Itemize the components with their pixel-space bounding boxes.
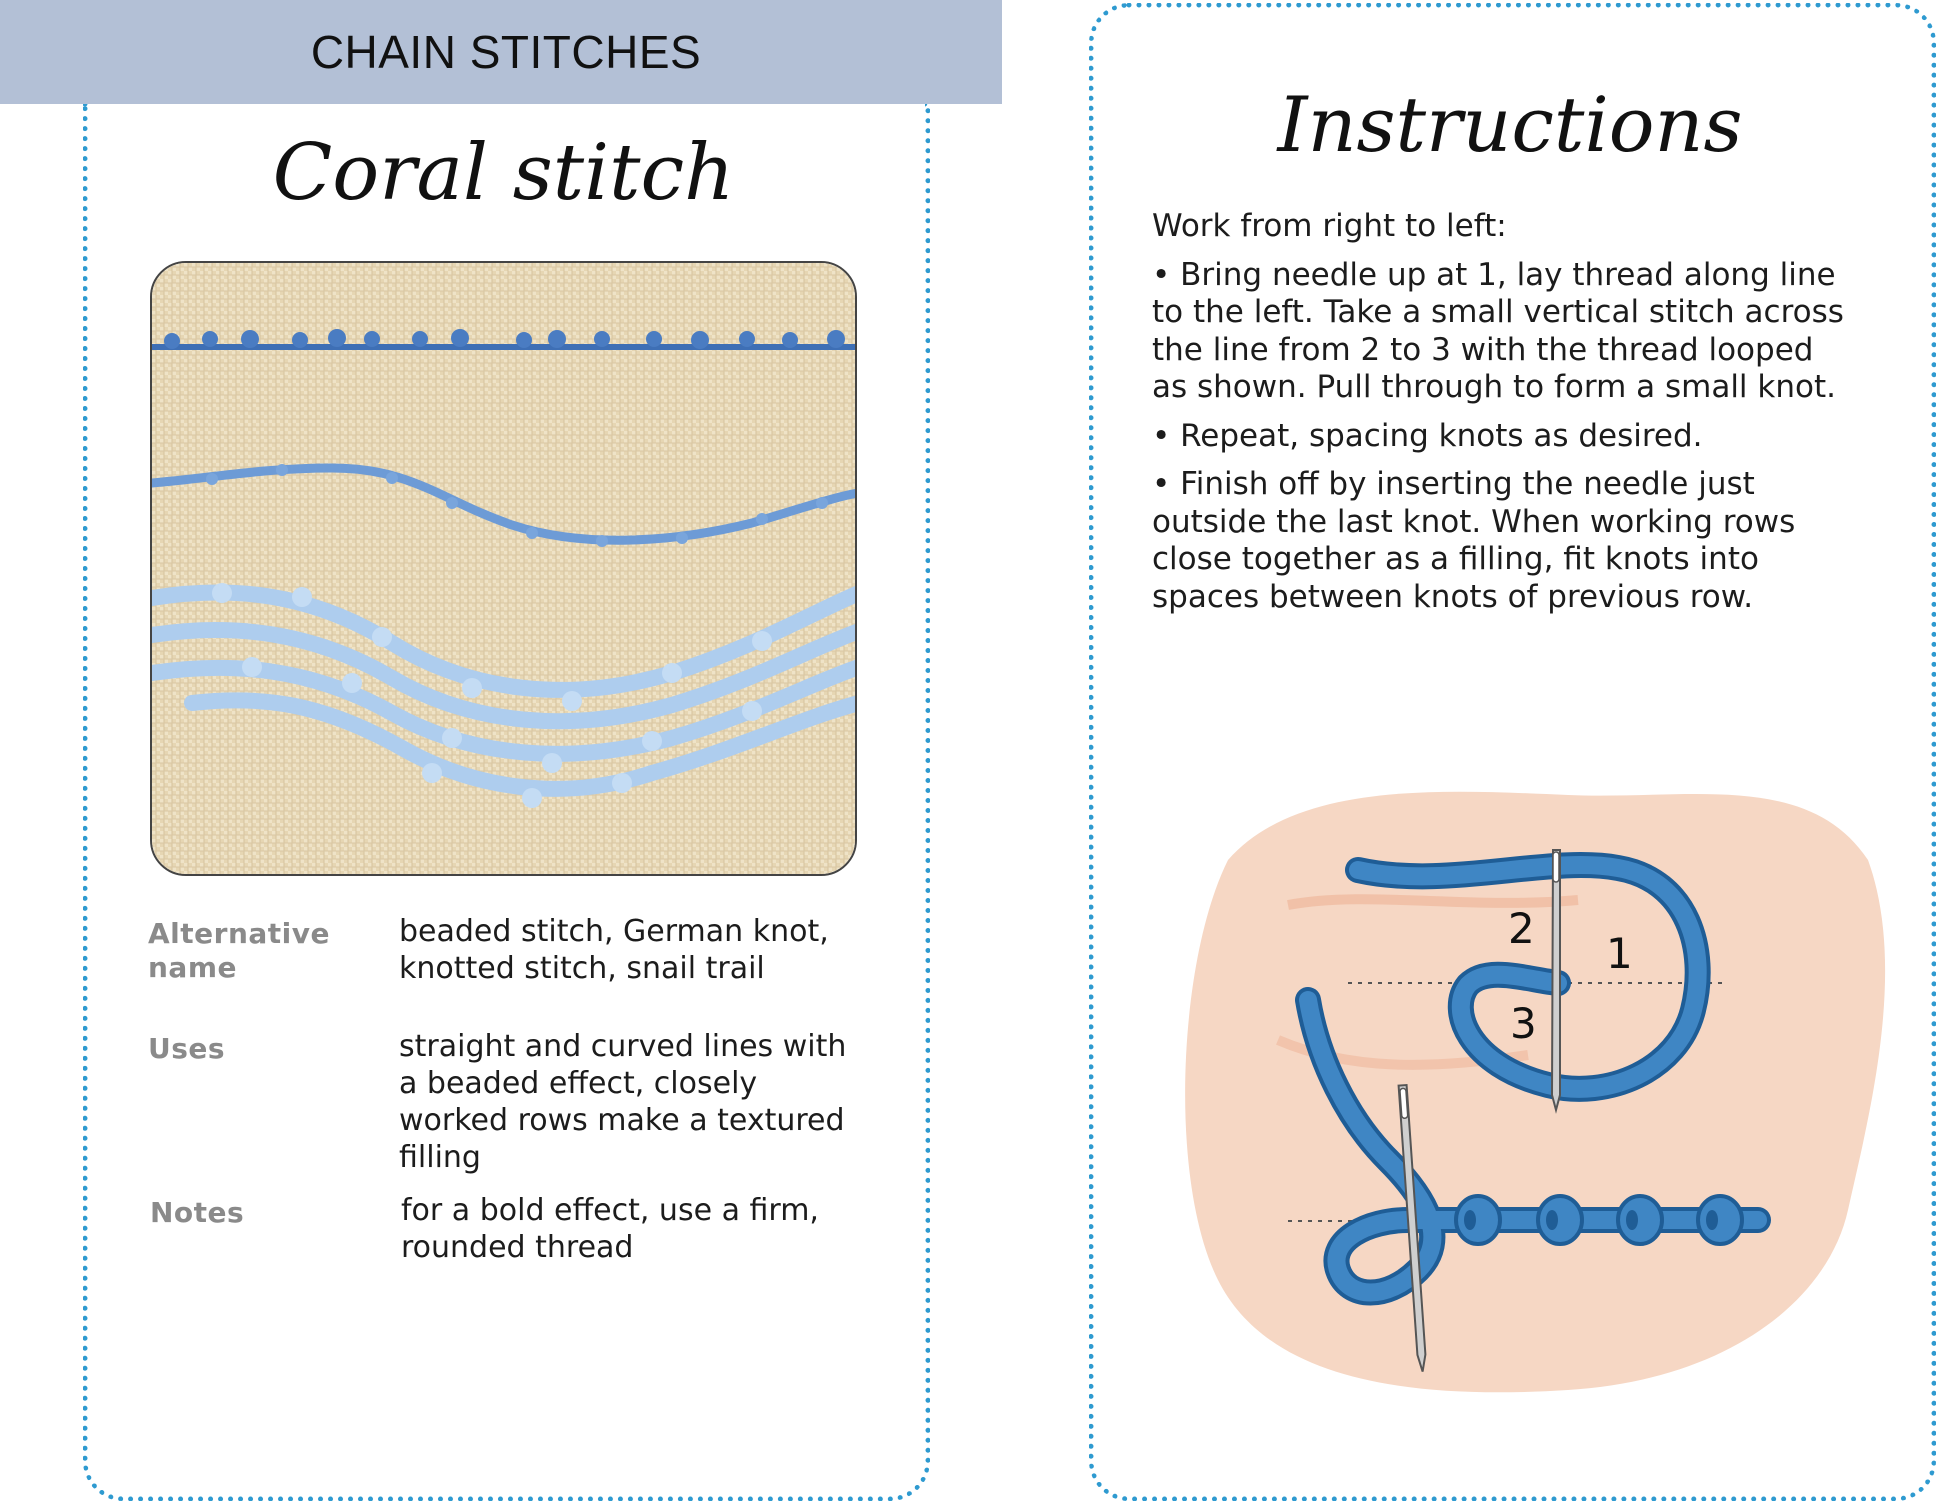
section-title: CHAIN STITCHES [310, 26, 702, 78]
instruction-step: • Finish off by inserting the needle just outside the last knot. When working rows close together as a filling, fit knots into spaces between knots of previous row. [1152, 466, 1796, 615]
diagram-label-3: 3 [1510, 999, 1537, 1048]
instructions-title: Instructions [1277, 80, 1743, 169]
stitch-diagram [1148, 740, 1888, 1420]
uses-label: Uses [148, 1032, 226, 1065]
stitch-sample-photo [150, 261, 857, 876]
alternative-name-value: beaded stitch, German knot, knotted stitch, snail trail [399, 914, 829, 986]
section-header [0, 0, 1002, 104]
coral-stitch-illustration [1148, 740, 1888, 1420]
alternative-name-label: Alternative name [148, 917, 331, 984]
instructions-intro: Work from right to left: [1152, 208, 1507, 244]
notes-label: Notes [150, 1196, 245, 1229]
diagram-label-1: 1 [1606, 929, 1633, 978]
uses-value: straight and curved lines with a beaded effect, closely worked rows make a textured filling [399, 1029, 847, 1175]
instruction-step: • Repeat, spacing knots as desired. [1152, 417, 1703, 454]
embroidery-sample-image [152, 263, 857, 876]
instructions-body [1152, 208, 1852, 627]
notes-value: for a bold effect, use a firm, rounded thread [401, 1193, 819, 1265]
instruction-step: • Bring needle up at 1, lay thread along line to the left. Take a small vertical stitch across the line from 2 to 3 with the thread looped as shown. Pull through to form a small knot. [1152, 256, 1844, 405]
diagram-label-2: 2 [1508, 904, 1535, 953]
stitch-title: Coral stitch [272, 128, 735, 218]
